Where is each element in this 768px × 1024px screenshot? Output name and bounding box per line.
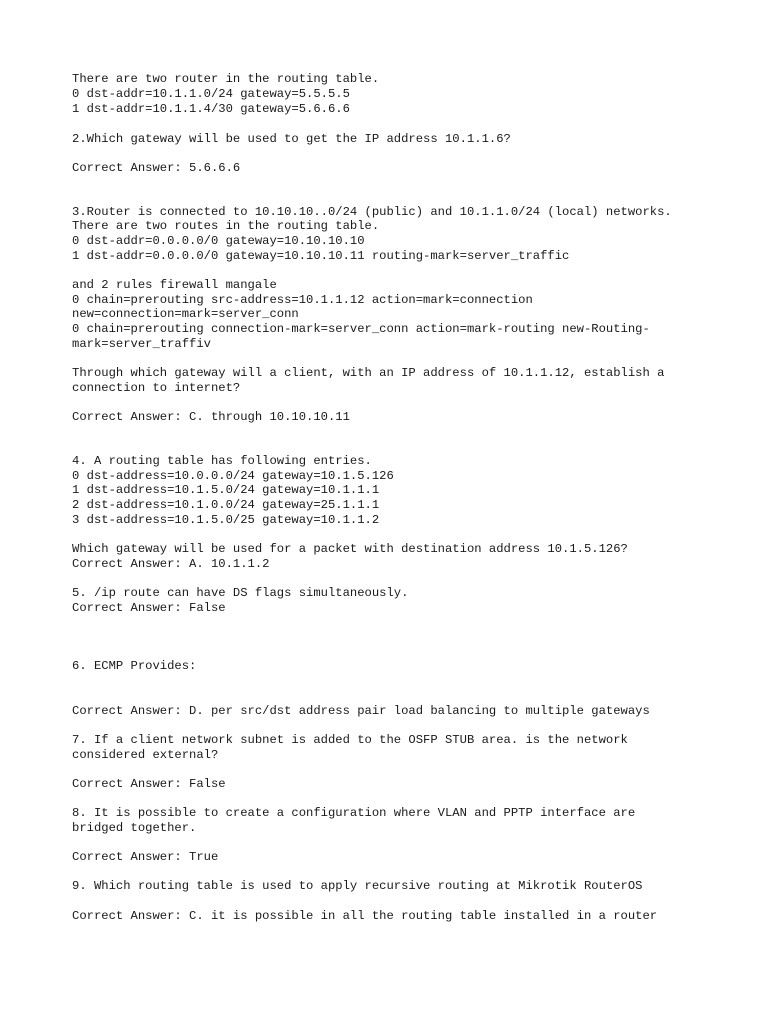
answer-5: Correct Answer: False xyxy=(72,601,226,615)
question-9: 9. Which routing table is used to apply recursive routing at Mikrotik RouterOS xyxy=(72,879,643,893)
answer-9: Correct Answer: C. it is possible in all the routing table installed in a router xyxy=(72,909,658,923)
text-line: 0 dst-addr=0.0.0.0/0 gateway=10.10.10.10 xyxy=(72,234,365,248)
question-8: 8. It is possible to create a configuration where VLAN and PPTP interface are xyxy=(72,806,636,820)
question-7: 7. If a client network subnet is added to the OSFP STUB area. is the network xyxy=(72,733,628,747)
text-line: 1 dst-addr=10.1.1.4/30 gateway=5.6.6.6 xyxy=(72,102,350,116)
text-line: 3 dst-address=10.1.5.0/25 gateway=10.1.1.2 xyxy=(72,513,380,527)
text-line: Which gateway will be used for a packet with destination address 10.1.5.126? xyxy=(72,542,628,556)
text-line: There are two routes in the routing table. xyxy=(72,219,380,233)
question-6: 6. ECMP Provides: xyxy=(72,659,197,673)
text-line: mark=server_traffiv xyxy=(72,337,211,351)
answer-4: Correct Answer: A. 10.1.1.2 xyxy=(72,557,270,571)
text-line: new=connection=mark=server_conn xyxy=(72,307,299,321)
text-line: There are two router in the routing table. xyxy=(72,72,380,86)
text-line: considered external? xyxy=(72,748,219,762)
question-5: 5. /ip route can have DS flags simultaneously. xyxy=(72,586,409,600)
text-line: 0 dst-addr=10.1.1.0/24 gateway=5.5.5.5 xyxy=(72,87,350,101)
text-line: 2 dst-address=10.1.0.0/24 gateway=25.1.1.1 xyxy=(72,498,380,512)
text-line: connection to internet? xyxy=(72,381,241,395)
question-4: 4. A routing table has following entries. xyxy=(72,454,372,468)
answer-8: Correct Answer: True xyxy=(72,850,219,864)
text-line: 0 chain=prerouting connection-mark=server_conn action=mark-routing new-Routing- xyxy=(72,322,650,336)
answer-3: Correct Answer: C. through 10.10.10.11 xyxy=(72,410,350,424)
answer-6: Correct Answer: D. per src/dst address pair load balancing to multiple gateways xyxy=(72,704,650,718)
text-line: 1 dst-addr=0.0.0.0/0 gateway=10.10.10.11 routing-mark=server_traffic xyxy=(72,249,570,263)
text-line: bridged together. xyxy=(72,821,197,835)
answer-2: Correct Answer: 5.6.6.6 xyxy=(72,161,241,175)
text-line: and 2 rules firewall mangale xyxy=(72,278,277,292)
text-line: 0 dst-address=10.0.0.0/24 gateway=10.1.5.126 xyxy=(72,469,394,483)
text-line: 1 dst-address=10.1.5.0/24 gateway=10.1.1.1 xyxy=(72,483,380,497)
text-line: Through which gateway will a client, with an IP address of 10.1.1.12, establish a xyxy=(72,366,665,380)
question-3: 3.Router is connected to 10.10.10..0/24 (public) and 10.1.1.0/24 (local) networks. xyxy=(72,205,672,219)
answer-7: Correct Answer: False xyxy=(72,777,226,791)
text-line: 0 chain=prerouting src-address=10.1.1.12 action=mark=connection xyxy=(72,293,533,307)
question-2: 2.Which gateway will be used to get the IP address 10.1.1.6? xyxy=(72,132,511,146)
